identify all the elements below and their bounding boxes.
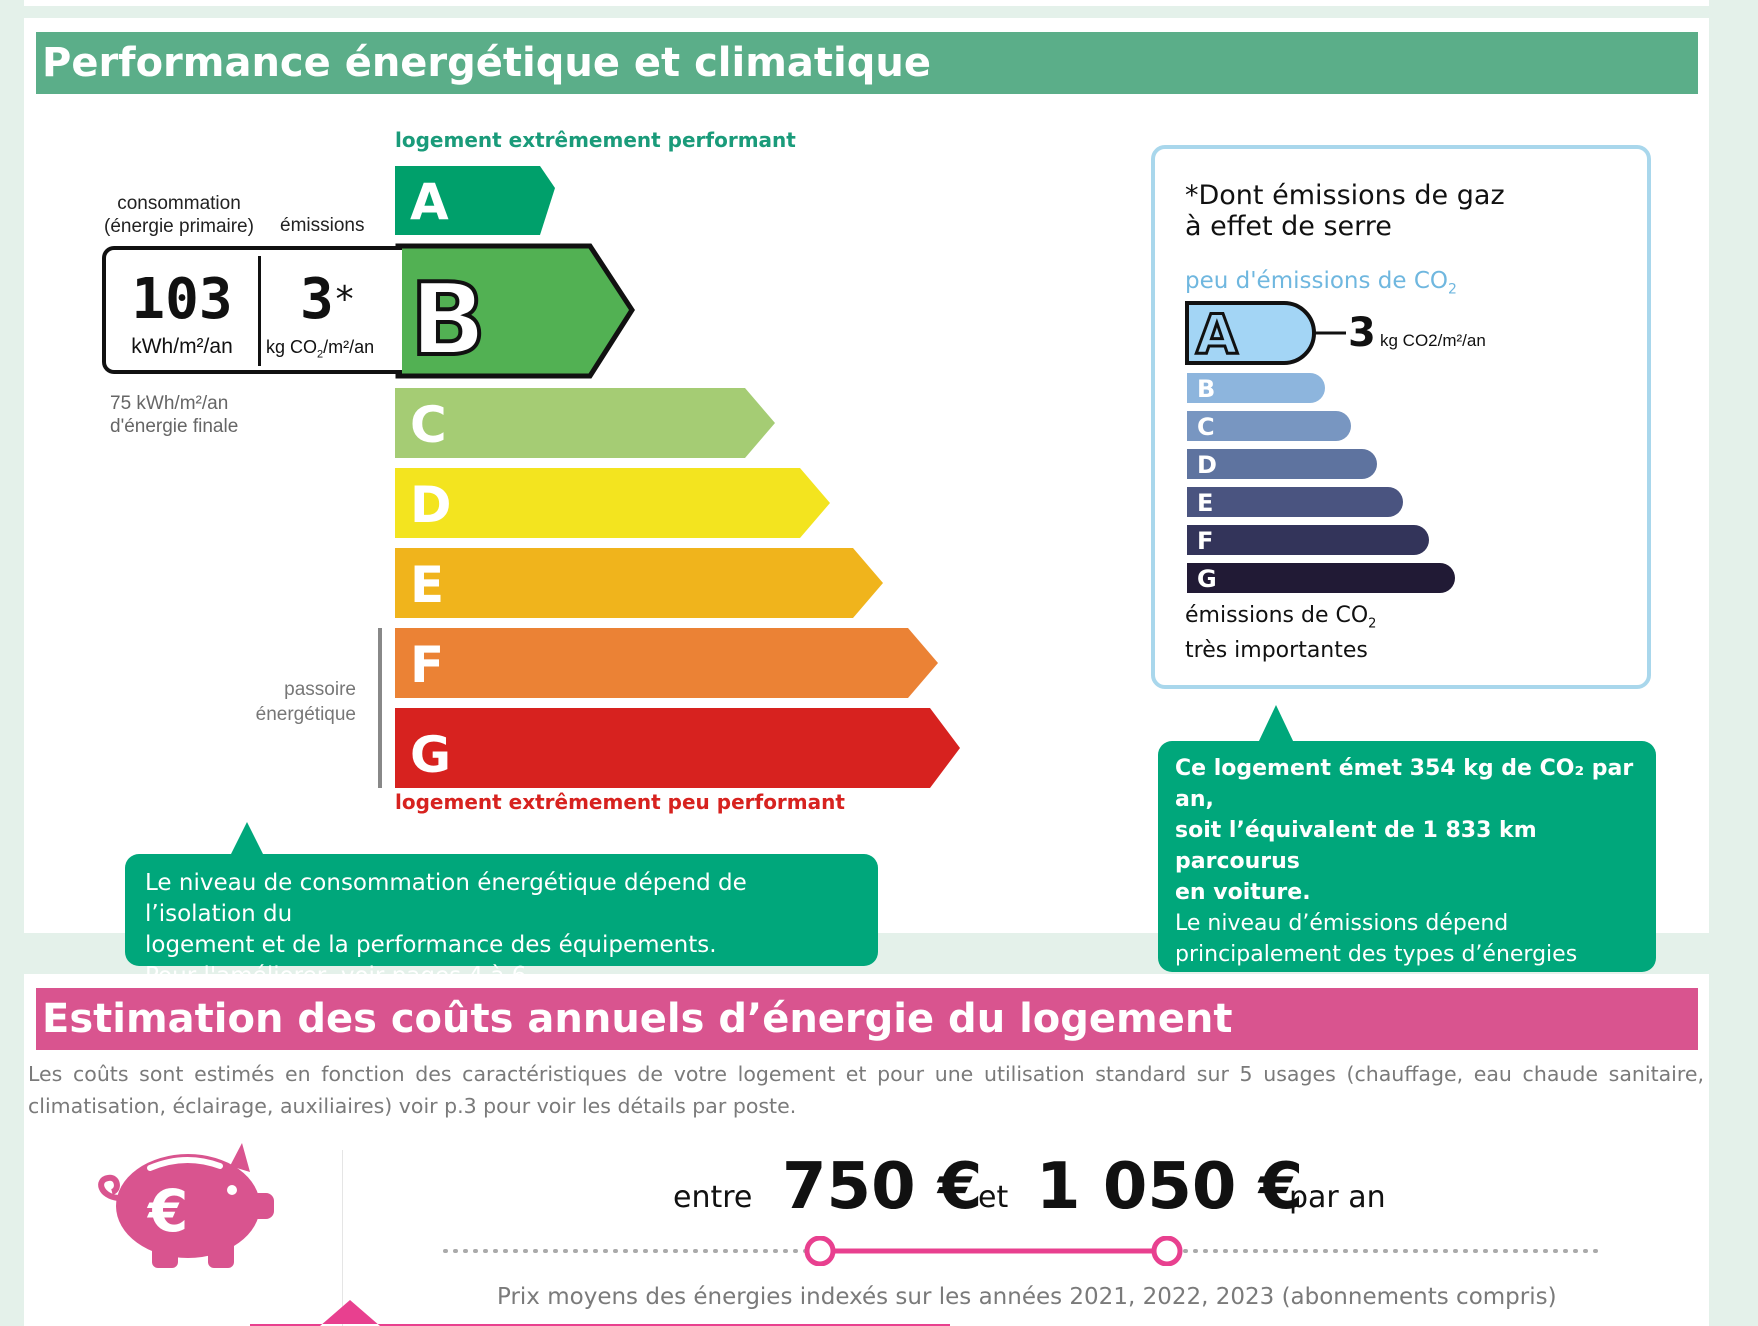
cost-min-value: 750 €	[782, 1150, 983, 1224]
energy-class-f-letter: F	[410, 636, 445, 694]
ghg-bottom-label-line1: émissions de CO	[1185, 603, 1369, 628]
ghg-class-e-bar	[1187, 487, 1403, 517]
energy-class-c-bar	[395, 388, 775, 458]
cost-per-year-label: par an	[1289, 1180, 1386, 1215]
ghg-note-line1: Le niveau d’émissions dépend	[1175, 911, 1509, 936]
energy-note-line1: Le niveau de consommation énergétique dépend de l’isolation du	[145, 870, 747, 927]
cost-max-handle	[1154, 1238, 1180, 1264]
ghg-top-label	[1185, 268, 1457, 298]
consumption-value: 103	[131, 267, 233, 332]
energy-class-g-letter: G	[410, 726, 452, 784]
ghg-class-f-letter: F	[1197, 527, 1214, 555]
ghg-note-line2: principalement des types d’énergies	[1175, 942, 1578, 967]
piggy-bank-euro-icon	[90, 1138, 276, 1270]
ghg-class-a-letter: A	[1196, 303, 1238, 366]
ghg-class-c-letter: C	[1197, 413, 1215, 441]
ghg-note-bold-line3: en voiture.	[1175, 880, 1311, 905]
energy-class-f-bar	[395, 628, 938, 698]
consumption-unit: kWh/m²/an	[131, 335, 233, 358]
cost-footnote: Prix moyens des énergies indexés sur les années 2021, 2022, 2023 (abonnements compris)	[497, 1284, 1557, 1310]
ghg-note-pointer	[1258, 705, 1294, 743]
ghg-class-e-letter: E	[1197, 489, 1214, 517]
emissions-label: émissions	[280, 215, 365, 236]
energy-note-pointer	[230, 822, 264, 856]
ghg-title-line2: à effet de serre	[1185, 211, 1392, 242]
energy-note-line2: logement et de la performance des équipements.	[145, 932, 717, 958]
ghg-class-f-bar	[1187, 525, 1429, 555]
ghg-bottom-label	[1185, 602, 1376, 664]
emissions-value-wrap	[300, 267, 356, 332]
ghg-title-star: *	[1185, 180, 1199, 211]
ghg-unit: kg CO2/m²/an	[1380, 331, 1486, 350]
cost-range-slider	[440, 1236, 1610, 1266]
ghg-note-bold-line2: soit l’équivalent de 1 833 km parcourus	[1175, 818, 1537, 874]
consumption-label-line1: consommation	[117, 193, 241, 214]
final-energy-label	[110, 392, 238, 438]
ghg-class-g-letter: G	[1197, 565, 1217, 593]
energy-note	[125, 854, 878, 966]
emissions-unit-suffix: /m²/an	[323, 337, 375, 357]
top-strip	[24, 0, 1709, 6]
cost-between-label: entre	[673, 1180, 753, 1215]
ghg-top-label-text: peu d'émissions de CO	[1185, 268, 1449, 294]
consumption-label-line2: (énergie primaire)	[104, 216, 254, 237]
ghg-class-scale	[1184, 298, 1644, 603]
final-energy-value: 75 kWh/m²/an	[110, 393, 229, 414]
passoire-line	[378, 628, 382, 788]
ghg-bottom-label-line2: très importantes	[1185, 638, 1368, 664]
cost-max-value: 1 050 €	[1036, 1150, 1304, 1224]
energy-class-d-bar	[395, 468, 830, 538]
consumption-divider	[258, 256, 261, 366]
energy-class-d-letter: D	[410, 476, 452, 534]
cost-min-handle	[807, 1238, 833, 1264]
ghg-class-d-letter: D	[1197, 451, 1217, 479]
ghg-note	[1158, 741, 1656, 972]
consumption-label	[104, 192, 254, 238]
passoire-label	[236, 677, 356, 727]
final-energy-caption: d'énergie finale	[110, 416, 239, 437]
ghg-title	[1185, 180, 1505, 242]
ghg-note-bold	[1175, 753, 1639, 908]
emissions-unit-prefix: kg CO	[266, 337, 318, 357]
performance-title: Performance énergétique et climatique	[36, 32, 1698, 94]
emissions-star: *	[333, 279, 356, 320]
ghg-title-line1: Dont émissions de gaz	[1198, 180, 1505, 211]
costs-description: Les coûts sont estimés en fonction des caractéristiques de votre logement et pour une utilisation standard sur 5 usages (chauffage, eau chaude sanitaire, climatisation, éclairage, auxiliaires) voir p.3 pour voir les détails par poste.	[28, 1062, 1704, 1118]
energy-class-a-letter: A	[410, 173, 449, 231]
cost-and-label: et	[978, 1180, 1009, 1215]
energy-class-g-bar	[395, 708, 960, 788]
energy-class-e-letter: E	[410, 556, 445, 614]
ghg-bottom-label-sub: 2	[1368, 616, 1377, 632]
passoire-line2: énergétique	[255, 704, 356, 725]
ghg-top-label-sub: 2	[1448, 281, 1457, 298]
energy-class-c-letter: C	[410, 396, 447, 454]
energy-class-b-letter: B	[410, 261, 487, 378]
costs-title: Estimation des coûts annuels d’énergie du logement	[36, 988, 1698, 1050]
energy-class-e-bar	[395, 548, 883, 618]
svg-text:€: €	[148, 1177, 189, 1245]
ghg-class-b-letter: B	[1197, 375, 1216, 403]
costs-pink-pointer	[250, 1300, 950, 1326]
emissions-unit-sub: 2	[317, 348, 324, 361]
passoire-line1: passoire	[284, 679, 356, 700]
ghg-note-bold-line1: Ce logement émet 354 kg de CO₂ par an,	[1175, 756, 1634, 812]
energy-top-label: logement extrêmement performant	[395, 128, 796, 152]
energy-bottom-label: logement extrêmement peu performant	[395, 790, 845, 814]
emissions-value: 3	[300, 267, 334, 332]
emissions-unit	[266, 337, 374, 361]
ghg-class-g-bar	[1187, 563, 1455, 593]
ghg-value: 3	[1348, 310, 1376, 356]
